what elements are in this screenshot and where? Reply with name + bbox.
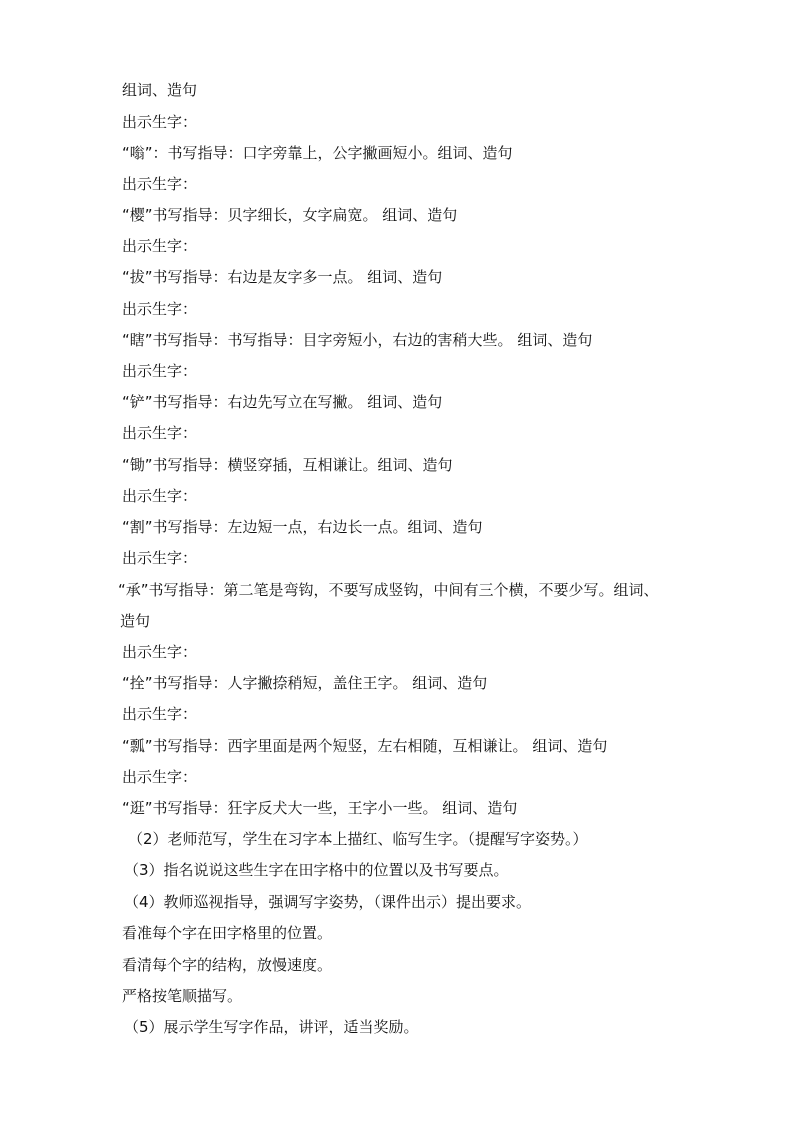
text-line: 造句 [120, 612, 151, 630]
text-line: “樱”书写指导：贝字细长，女字扁宽。 组词、造句 [122, 206, 458, 224]
text-line: （2）老师范写，学生在习字本上描红、临写生字。（提醒写字姿势。） [128, 830, 588, 848]
text-line: 看准每个字在田字格里的位置。 [122, 924, 333, 942]
text-line: “锄”书写指导：横竖穿插，互相谦让。组词、造句 [122, 456, 453, 474]
text-line: （4）教师巡视指导，强调写字姿势，（课件出示）提出要求。 [124, 893, 532, 911]
text-line: 出示生字： [122, 549, 198, 567]
text-line: 出示生字： [122, 643, 198, 661]
text-line: 出示生字： [122, 768, 198, 786]
text-line: “逛”书写指导：狂字反犬大一些，王字小一些。 组词、造句 [122, 799, 518, 817]
text-line: “铲”书写指导：右边先写立在写撇。 组词、造句 [122, 393, 443, 411]
text-line: “瓢”书写指导：西字里面是两个短竖，左右相随，互相谦让。 组词、造句 [122, 737, 608, 755]
text-line: 看清每个字的结构，放慢速度。 [122, 956, 333, 974]
text-line: “承”书写指导：第二笔是弯钩，不要写成竖钩，中间有三个横，不要少写。组词、 [118, 581, 659, 599]
text-line: “拴”书写指导：人字撇捺稍短，盖住王字。 组词、造句 [122, 674, 488, 692]
text-line: 严格按笔顺描写。 [122, 987, 243, 1005]
text-line: 出示生字： [122, 362, 198, 380]
text-line: 出示生字： [122, 705, 198, 723]
text-line: 出示生字： [122, 300, 198, 318]
text-line: （5）展示学生写字作品，讲评，适当奖励。 [124, 1018, 419, 1036]
text-line: 出示生字： [122, 487, 198, 505]
text-line: “拔”书写指导：右边是友字多一点。 组词、造句 [122, 268, 443, 286]
text-line: 出示生字： [122, 237, 198, 255]
text-line: 出示生字： [122, 424, 198, 442]
text-line: 出示生字： [122, 113, 198, 131]
text-line: “瞎”书写指导：书写指导：目字旁短小，右边的害稍大些。 组词、造句 [122, 331, 593, 349]
text-line: 出示生字： [122, 175, 198, 193]
text-line: “割”书写指导：左边短一点，右边长一点。组词、造句 [122, 518, 483, 536]
text-line: （3）指名说说这些生字在田字格中的位置以及书写要点。 [124, 861, 509, 879]
text-line: 组词、造句 [122, 81, 198, 99]
text-line: “嗡”：书写指导：口字旁靠上，公字撇画短小。组词、造句 [122, 144, 513, 162]
